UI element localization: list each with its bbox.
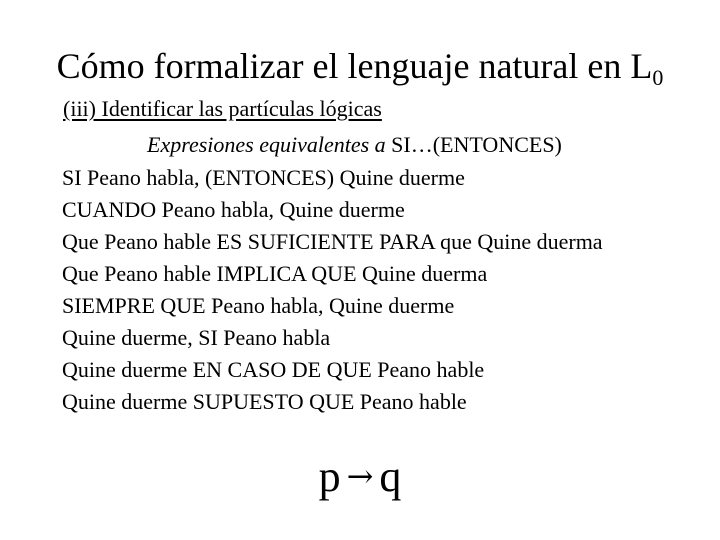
examples-list (62, 162, 603, 418)
formula-consequent: q (379, 452, 402, 501)
example-item: Quine duerme EN CASO DE QUE Peano hable (62, 357, 485, 382)
slide-title (0, 44, 720, 88)
slide-title-subscript: 0 (652, 65, 664, 90)
slide-title-text: Cómo formalizar el lenguaje natural en L (56, 46, 653, 86)
example-item: Que Peano hable IMPLICA QUE Quine duerma (62, 261, 488, 286)
example-item: CUANDO Peano habla, Quine duerme (62, 197, 405, 222)
formula-antecedent: p (318, 452, 341, 501)
implication-arrow-icon: → (346, 457, 374, 495)
conditional-formula (0, 448, 720, 505)
subheading-plain: SI…(ENTONCES) (385, 132, 562, 157)
example-item: Que Peano hable ES SUFICIENTE PARA que Quine duerma (62, 229, 603, 254)
example-item: Quine duerme SUPUESTO QUE Peano hable (62, 389, 467, 414)
example-item: SI Peano habla, (ENTONCES) Quine duerme (62, 165, 465, 190)
subheading (147, 131, 562, 159)
example-item: Quine duerme, SI Peano habla (62, 325, 331, 350)
example-item: SIEMPRE QUE Peano habla, Quine duerme (62, 293, 455, 318)
subheading-italic: Expresiones equivalentes a (147, 132, 386, 157)
section-heading: (iii) Identificar las partículas lógicas (63, 96, 382, 121)
